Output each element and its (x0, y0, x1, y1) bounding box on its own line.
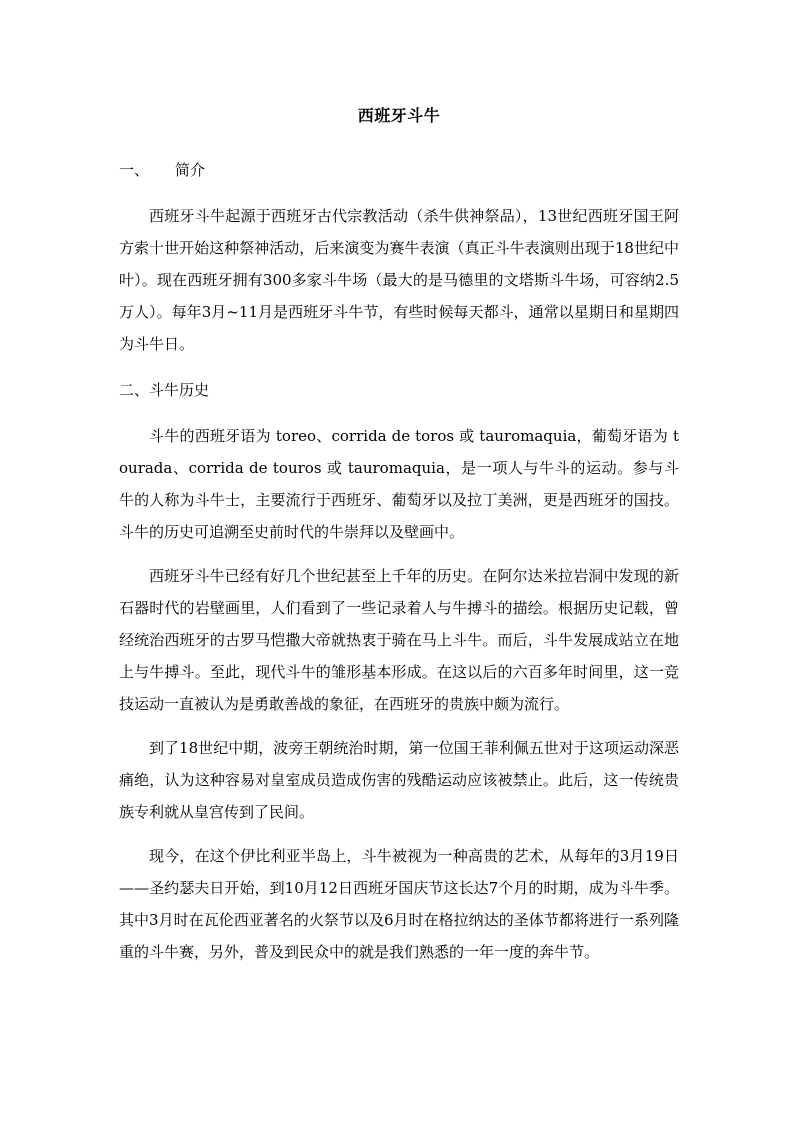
section-heading-intro (119, 158, 679, 182)
section-heading-text: 简介 (175, 161, 206, 179)
paragraph: 西班牙斗牛起源于西班牙古代宗教活动（杀牛供神祭品），13世纪西班牙国王阿方索十世开始这种祭神活动，后来演变为赛牛表演（真正斗牛表演则出现于18世纪中叶）。现在西班牙拥有300多家斗牛场（最大的是马德里的文塔斯斗牛场，可容纳2.5万人）。每年3月~11月是西班牙斗牛节，有些时候每天都斗，通常以星期日和星期四为斗牛日。 (119, 207, 679, 353)
spacer (119, 720, 679, 732)
document-title: 西班牙斗牛 (357, 106, 441, 125)
spacer (119, 402, 679, 420)
spacer (119, 828, 679, 840)
section-number: 二、 (119, 381, 150, 399)
paragraph: 斗牛的西班牙语为 toreo、corrida de toros 或 tauromaquia，葡萄牙语为 tourada、corrida de touros 或 tauromaquia，是一项人与牛斗的运动。参与斗牛的人称为斗牛士，主要流行于西班牙、葡萄牙以及拉丁美洲，更是西班牙的国技。斗牛的历史可追溯至史前时代的牛崇拜以及壁画中。 (119, 427, 679, 541)
spacer (119, 128, 679, 158)
spacer (119, 548, 679, 560)
section-number: 一、 (119, 161, 150, 179)
paragraph: 到了18世纪中期，波旁王朝统治时期，第一位国王菲利佩五世对于这项运动深恶痛绝，认为这种容易对皇室成员造成伤害的残酷运动应该被禁止。此后，这一传统贵族专利就从皇宫传到了民间。 (119, 739, 679, 821)
spacer (119, 360, 679, 378)
section-heading-text: 斗牛历史 (149, 381, 210, 399)
spacer (119, 182, 679, 200)
paragraph: 现今，在这个伊比利亚半岛上，斗牛被视为一种高贵的艺术，从每年的3月19日——圣约瑟夫日开始，到10月12日西班牙国庆节这长达7个月的时期，成为斗牛季。其中3月时在瓦伦西亚著名的火祭节以及6月时在格拉纳达的圣体节都将进行一系列隆重的斗牛赛，另外，普及到民众中的就是我们熟悉的一年一度的奔牛节。 (119, 847, 679, 961)
paragraph: 西班牙斗牛已经有好几个世纪甚至上千年的历史。在阿尔达米拉岩洞中发现的新石器时代的岩壁画里，人们看到了一些记录着人与牛搏斗的描绘。根据历史记载，曾经统治西班牙的古罗马恺撒大帝就热衷于骑在马上斗牛。而后，斗牛发展成站立在地上与牛搏斗。至此，现代斗牛的雏形基本形成。在这以后的六百多年时间里，这一竞技运动一直被认为是勇敢善战的象征，在西班牙的贵族中颇为流行。 (119, 567, 679, 713)
document-body (119, 104, 679, 968)
section-heading-history (119, 378, 679, 402)
